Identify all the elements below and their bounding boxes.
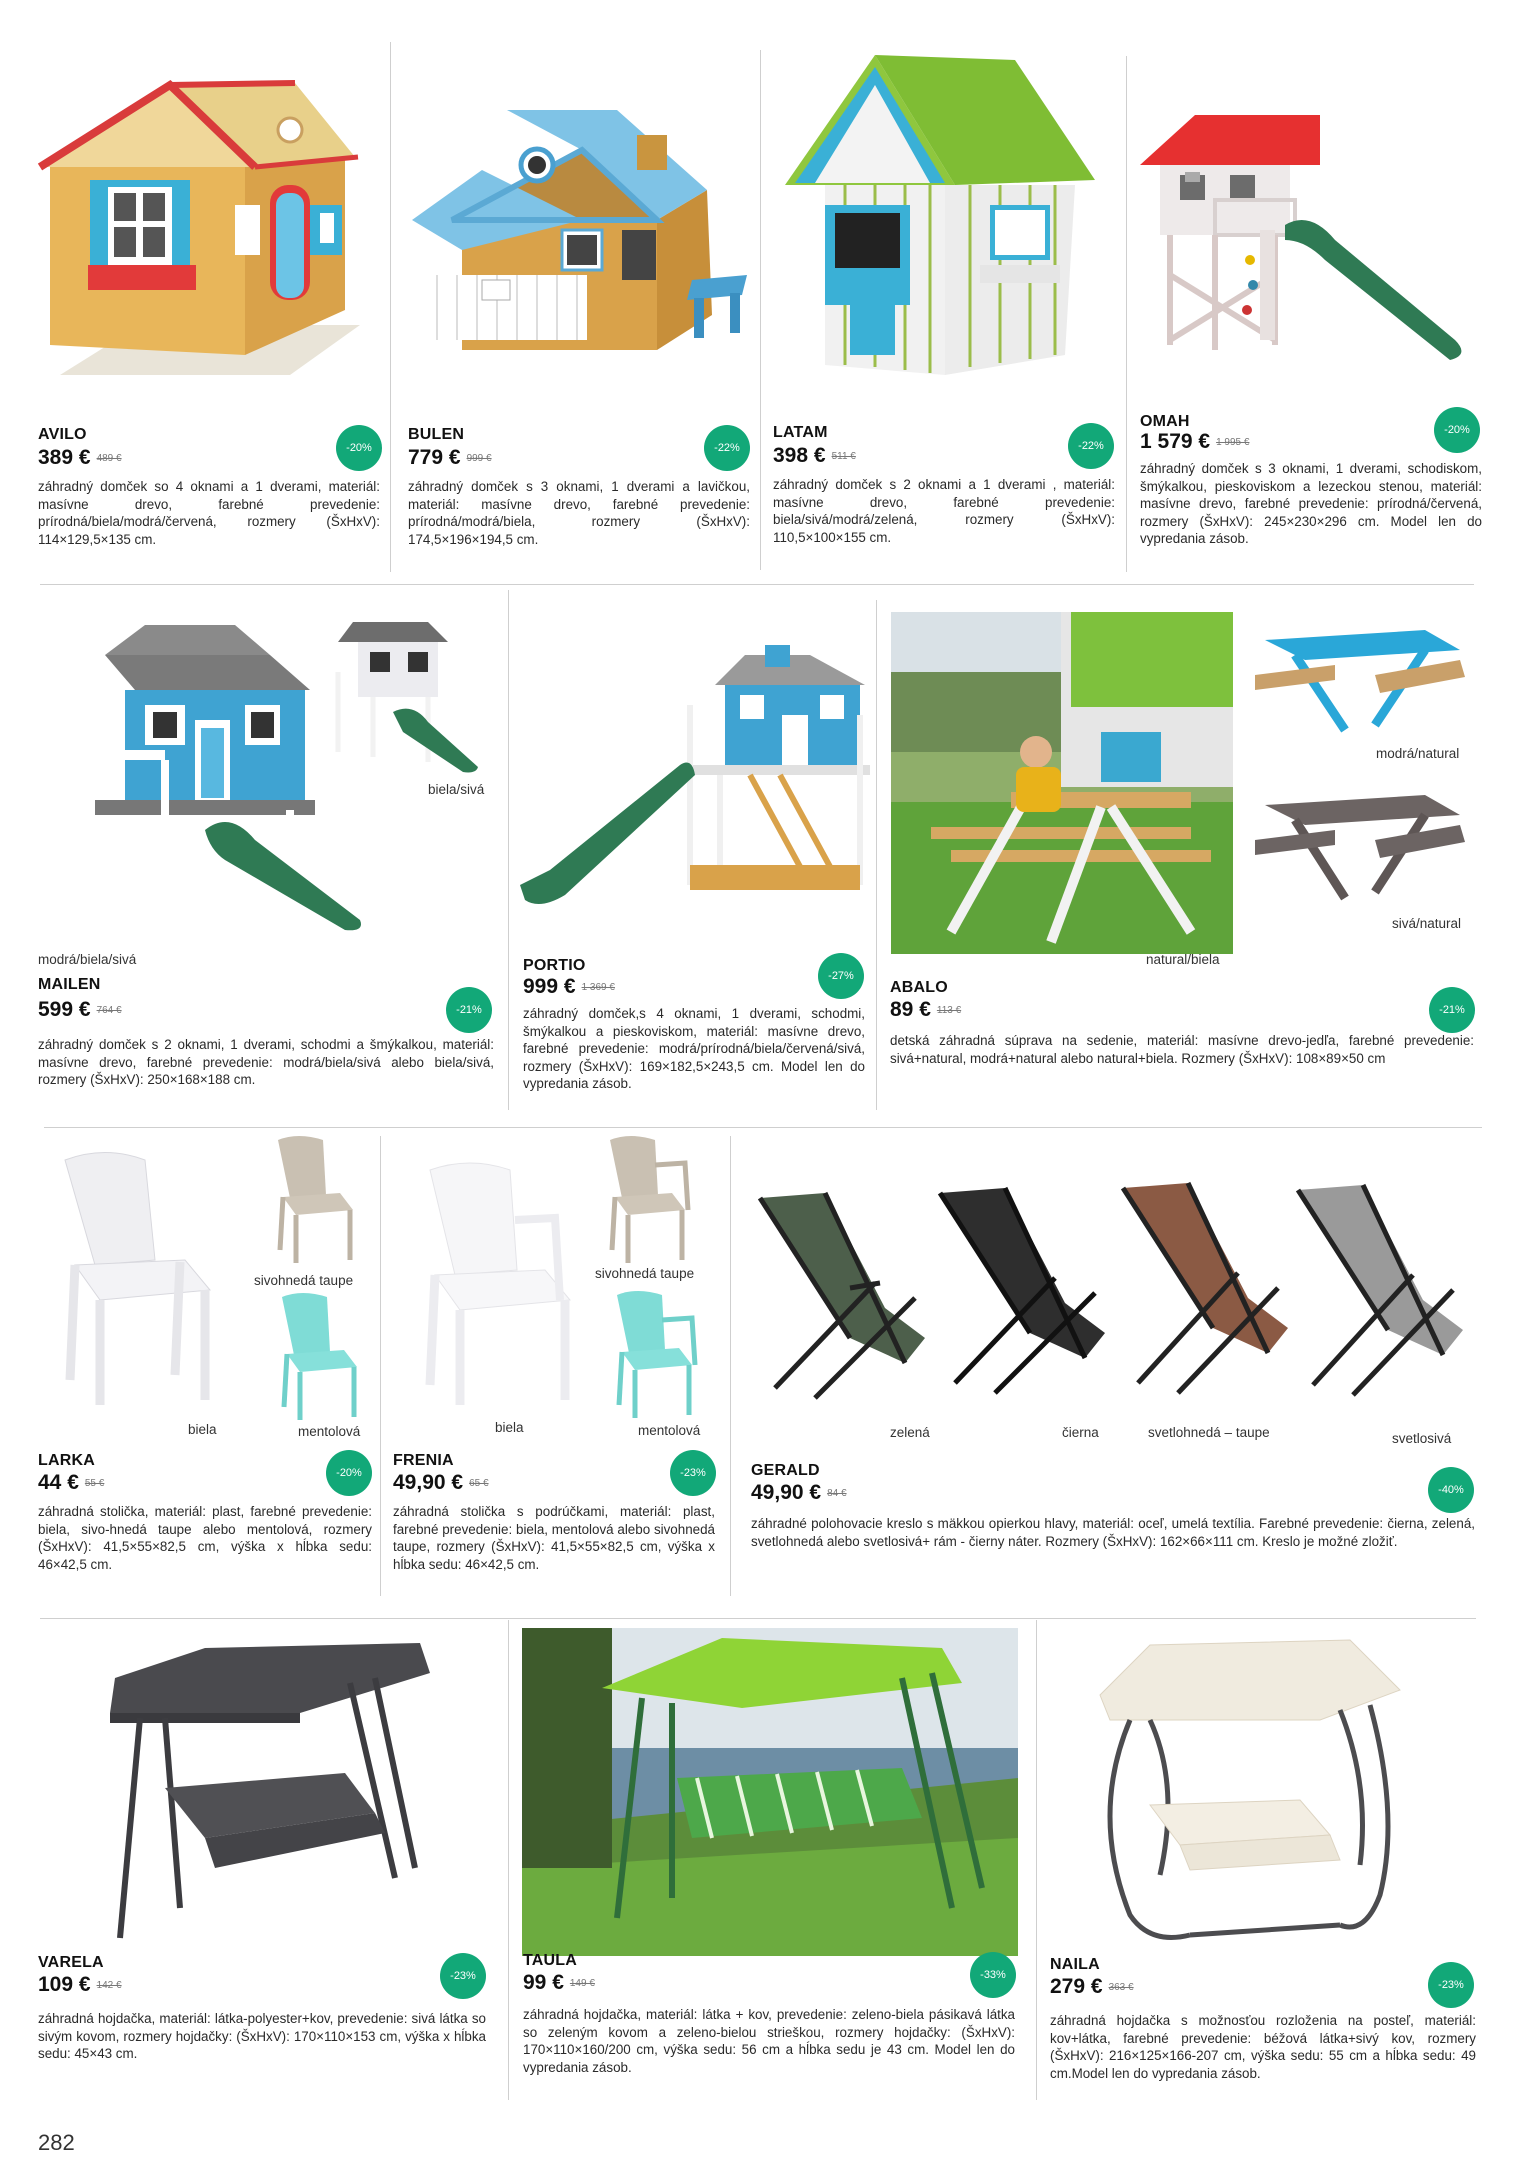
product-description: záhradný domček s 2 oknami, 1 dverami, schodmi a šmýkalkou, materiál: masívne drevo, farebné prevedenie: modrá/biela/sivá alebo biela/sivá, rozmery (ŠxHxV): 250×168×188 cm. — [38, 1037, 494, 1088]
current-price: 49,90 € — [393, 1471, 464, 1494]
discount-badge: -21% — [1429, 987, 1475, 1033]
avilo-playhouse-image — [40, 75, 370, 385]
old-price: 84 € — [827, 1488, 847, 1499]
old-price: 764 € — [96, 1005, 122, 1016]
gerald-lounger-lightgrey — [1293, 1180, 1473, 1400]
larka-mint-chair — [272, 1292, 362, 1422]
taula-photo — [522, 1628, 1018, 1956]
current-price: 89 € — [890, 998, 931, 1021]
product-description: záhradný domček s 3 oknami, 1 dverami a lavičkou, materiál: masívne drevo, farebné prevedenie: prírodná/modrá/biela, rozmery (ŠxHxV): 174,5×196×194,5 cm. — [408, 479, 750, 547]
old-price: 113 € — [936, 1005, 962, 1016]
current-price: 1 579 € — [1140, 430, 1211, 453]
divider — [1036, 1620, 1037, 2100]
divider — [380, 1136, 381, 1596]
discount-badge: -27% — [818, 953, 864, 999]
divider — [876, 600, 877, 1110]
variant-label: svetlohnedá – taupe — [1148, 1425, 1270, 1440]
current-price: 398 € — [773, 444, 826, 467]
frenia-taupe-chair — [600, 1135, 695, 1265]
current-price: 109 € — [38, 1973, 91, 1996]
product-description: záhradná hojdačka, materiál: látka + kov, prevedenie: zeleno-biela pásikavá látka so zeleným kovom a zeleno-bielou strieškou, rozmery hojdačky: (ŠxHxV): 170×110×160/200 cm, výška sedu: 56 cm a hĺbka sedu je 43 cm. Model len do vypredania zásob. — [523, 2007, 1015, 2075]
old-price: 511 € — [831, 451, 856, 462]
current-price: 779 € — [408, 446, 461, 469]
discount-badge: -20% — [1434, 407, 1480, 453]
variant-label: mentolová — [638, 1423, 701, 1438]
product-name: NAILA — [1050, 1956, 1100, 1973]
gerald-lounger-taupe — [1118, 1178, 1298, 1398]
current-price: 389 € — [38, 446, 91, 469]
varela-swing-image — [105, 1638, 435, 1948]
discount-badge: -33% — [970, 1952, 1016, 1998]
current-price: 999 € — [523, 975, 576, 998]
abalo-grey-variant — [1255, 780, 1470, 905]
current-price: 49,90 € — [751, 1481, 822, 1504]
product-description: záhradný domček s 3 oknami, 1 dverami, schodiskom, šmýkalkou, pieskoviskom a lezeckou stenou, materiál: masívne drevo, farebné prevedenie: prírodná/červená, rozmery (ŠxHxV): 245×230×296 cm. Model len do vypredania zásob. — [1140, 461, 1482, 547]
divider — [508, 590, 509, 1110]
discount-badge: -23% — [670, 1450, 716, 1496]
divider — [730, 1136, 731, 1596]
old-price: 1 995 € — [1216, 437, 1250, 448]
variant-label: sivá/natural — [1392, 916, 1462, 931]
product-name: VARELA — [38, 1954, 104, 1971]
product-price — [523, 1971, 595, 1995]
old-price: 65 € — [469, 1478, 489, 1489]
product-description: záhradné polohovacie kreslo s mäkkou opierkou hlavy, materiál: oceľ, umelá textília. Farebné prevedenie: čierna, zelená, svetlohnedá alebo svetlosivá+ rám - čierny náter. Rozmery (ŠxHxV): 162×66×111 cm. Kreslo je možné zložiť. — [751, 1516, 1475, 1549]
product-name: BULEN — [408, 426, 465, 443]
frenia-white-chair — [405, 1160, 575, 1410]
discount-badge: -40% — [1428, 1467, 1474, 1513]
product-description: záhradná stolička, materiál: plast, farebné prevedenie: biela, sivo-hnedá taupe alebo mentolová, rozmery (ŠxHxV): 41,5×55×82,5 cm, výška x hĺbka sedu: 46×42,5 cm. — [38, 1504, 372, 1572]
product-description: záhradný domček s 2 oknami a 1 dverami , materiál: masívne drevo, farebné prevedenie: biela/sivá/modrá/zelená, rozmery (ŠxHxV): 110,5×100×155 cm. — [773, 477, 1115, 545]
discount-badge: -23% — [440, 1953, 486, 1999]
product-price — [38, 998, 122, 1022]
portio-playhouse-image — [520, 645, 870, 910]
divider — [40, 584, 1474, 585]
larka-white-chair — [45, 1150, 215, 1410]
old-price: 1 369 € — [581, 982, 615, 993]
product-description: záhradná hojdačka s možnosťou rozloženia na posteľ, materiál: kov+látka, farebné prevedenie: béžová látka+sivý kov, rozmery (ŠxHxV): 216×125×166-207 cm, výška sedu: 55 cm a hĺbka sedu: 49 cm.Model len do vypredania zásob. — [1050, 2013, 1476, 2081]
product-name: TAULA — [523, 1952, 578, 1969]
product-price — [523, 975, 615, 999]
discount-badge: -20% — [326, 1450, 372, 1496]
variant-label: sivohnedá taupe — [595, 1266, 695, 1281]
current-price: 99 € — [523, 1971, 564, 1994]
omah-playhouse-image — [1135, 110, 1475, 360]
variant-label: biela/sivá — [428, 782, 485, 797]
current-price: 44 € — [38, 1471, 79, 1494]
old-price: 489 € — [96, 453, 122, 464]
product-description: záhradný domček so 4 oknami a 1 dverami, materiál: masívne drevo, farebné prevedenie: prírodná/biela/modrá/červená, rozmery (ŠxHxV): 114×129,5×135 cm. — [38, 479, 380, 547]
old-price: 142 € — [96, 1980, 122, 1991]
variant-label: natural/biela — [1146, 952, 1220, 967]
product-price — [1050, 1975, 1134, 1999]
variant-label: modrá/biela/sivá — [38, 952, 137, 967]
product-name: AVILO — [38, 426, 87, 443]
discount-badge: -23% — [1428, 1962, 1474, 2008]
variant-label: sivohnedá taupe — [254, 1273, 354, 1288]
product-name: OMAH — [1140, 413, 1190, 430]
variant-label: biela — [495, 1420, 524, 1435]
divider — [44, 1127, 1482, 1128]
old-price: 999 € — [466, 453, 492, 464]
divider — [390, 42, 391, 572]
abalo-blue-variant — [1255, 615, 1470, 735]
product-price — [38, 1471, 104, 1495]
variant-label: biela — [188, 1422, 217, 1437]
gerald-lounger-green — [755, 1188, 935, 1403]
old-price: 363 € — [1108, 1982, 1134, 1993]
larka-taupe-chair — [268, 1135, 358, 1265]
variant-label: mentolová — [298, 1424, 361, 1439]
discount-badge: -22% — [1068, 423, 1114, 469]
gerald-lounger-black — [935, 1183, 1115, 1398]
divider — [760, 50, 761, 570]
product-price — [890, 998, 961, 1022]
product-price — [751, 1481, 847, 1505]
product-name: LATAM — [773, 424, 828, 441]
product-description: záhradná hojdačka, materiál: látka-polyester+kov, prevedenie: sivá látka so sivým kovom, rozmery hojdačky: (ŠxHxV): 170×110×153 cm, výška x hĺbka sedu: 45×43 cm. — [38, 2011, 486, 2062]
product-price — [393, 1471, 489, 1495]
divider — [40, 1618, 1476, 1619]
product-price — [773, 444, 856, 468]
abalo-photo — [891, 612, 1233, 954]
old-price: 55 € — [84, 1478, 105, 1489]
latam-playhouse-image — [785, 55, 1095, 375]
naila-swing-image — [1090, 1635, 1410, 1955]
variant-label: zelená — [890, 1425, 930, 1440]
divider — [508, 1620, 509, 2100]
product-description: záhradná stolička s podrúčkami, materiál: plast, farebné prevedenie: biela, mentolová alebo sivohnedá taupe, rozmery (ŠxHxV): 41,5×55×82,5 cm, výška x hĺbka sedu: 46×42,5 cm. — [393, 1504, 715, 1572]
current-price: 599 € — [38, 998, 91, 1021]
product-name: GERALD — [751, 1462, 820, 1479]
product-price — [408, 446, 492, 470]
discount-badge: -20% — [336, 425, 382, 471]
bulen-playhouse-image — [412, 110, 752, 370]
product-name: FRENIA — [393, 1452, 454, 1469]
product-price — [1140, 430, 1249, 454]
product-price — [38, 446, 122, 470]
old-price: 149 € — [569, 1978, 595, 1989]
product-price — [38, 1973, 122, 1997]
product-name: PORTIO — [523, 957, 586, 974]
variant-label: čierna — [1062, 1425, 1099, 1440]
variant-label: modrá/natural — [1376, 746, 1460, 761]
product-description: záhradný domček,s 4 oknami, 1 dverami, schodmi, šmýkalkou a pieskoviskom, materiál: masívne drevo, farebné prevedenie: modrá/prírodná/biela/červená/sivá, rozmery (ŠxHxV): 169×182,5×243,5 cm. Model len do vypredania zásob. — [523, 1006, 865, 1092]
page-number: 282 — [38, 2130, 75, 2155]
divider — [1126, 56, 1127, 572]
mailen-variant-image — [318, 602, 478, 777]
discount-badge: -21% — [446, 987, 492, 1033]
product-name: LARKA — [38, 1452, 95, 1469]
frenia-mint-chair — [607, 1290, 702, 1420]
product-name: ABALO — [890, 979, 948, 996]
current-price: 279 € — [1050, 1975, 1103, 1998]
product-description: detská záhradná súprava na sedenie, materiál: masívne drevo-jedľa, farebné prevedenie: sivá+natural, modrá+natural alebo natural+biela. Rozmery (ŠxHxV): 108×89×50 cm — [890, 1033, 1474, 1066]
discount-badge: -22% — [704, 425, 750, 471]
variant-label: svetlosivá — [1392, 1431, 1452, 1446]
product-name: MAILEN — [38, 976, 101, 993]
